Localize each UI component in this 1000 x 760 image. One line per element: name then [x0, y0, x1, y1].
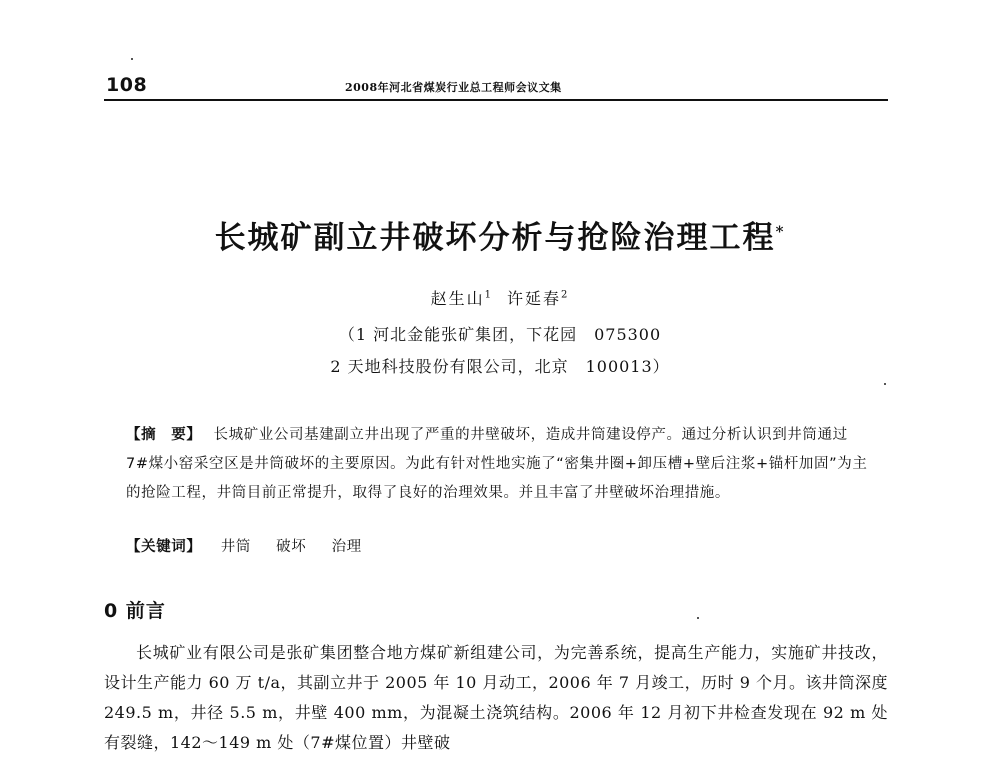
title-footnote-mark: * [775, 222, 786, 241]
author-affiliation-mark: 2 [561, 289, 570, 301]
author-affiliation-mark: 1 [484, 289, 493, 301]
keyword: 井筒 [220, 539, 251, 555]
paper-title [0, 212, 1000, 257]
affiliation-line-1: （1 河北金能张矿集团，下花园 075300 [338, 325, 662, 344]
author-name: 许延春 [507, 289, 562, 308]
abstract-text: 长城矿业公司基建副立井出现了严重的井壁破坏，造成井筒建设停产。通过分析认识到井筒通过 7#煤小窑采空区是井筒破坏的主要原因。为此有针对性地实施了“密集井圈+卸压槽+壁后注浆+锚杆加固”为主的抢险工程，井筒目前正常提升，取得了良好的治理效果。并且丰富了井壁破坏治理措施。 [126, 427, 868, 501]
keyword: 治理 [331, 539, 362, 555]
page-number: 108 [106, 74, 148, 96]
abstract-label: 【摘 要】 [126, 427, 202, 443]
header-rule [104, 99, 888, 101]
affiliation-line-2: 2 天地科技股份有限公司，北京 100013） [330, 357, 670, 376]
scan-speck [131, 58, 133, 60]
body-paragraph: 长城矿业有限公司是张矿集团整合地方煤矿新组建公司，为完善系统，提高生产能力，实施矿井技改，设计生产能力 60 万 t/a，其副立井于 2005 年 10 月动工，2006 年 7 月竣工，历时 9 个月。该井筒深度 249.5 m，井径 5.5 m，井壁 400 mm，为混凝土浇筑结构。2006 年 12 月初下井检查发现在 92 m 处有裂缝，142～149 m 处（7#煤位置）井壁破 [104, 643, 888, 752]
keywords-label: 【关键词】 [126, 539, 202, 555]
section-heading: 0 前言 [104, 600, 166, 622]
running-header: 2008年河北省煤炭行业总工程师会议文集 [345, 81, 562, 94]
keyword: 破坏 [276, 539, 307, 555]
abstract [126, 421, 874, 508]
author-name: 赵生山 [430, 289, 485, 308]
scan-speck [697, 617, 699, 619]
paper-title-text: 长城矿副立井破坏分析与抢险治理工程 [214, 220, 776, 256]
author-line [0, 286, 1000, 309]
keywords [126, 535, 874, 556]
scan-speck [884, 383, 886, 385]
